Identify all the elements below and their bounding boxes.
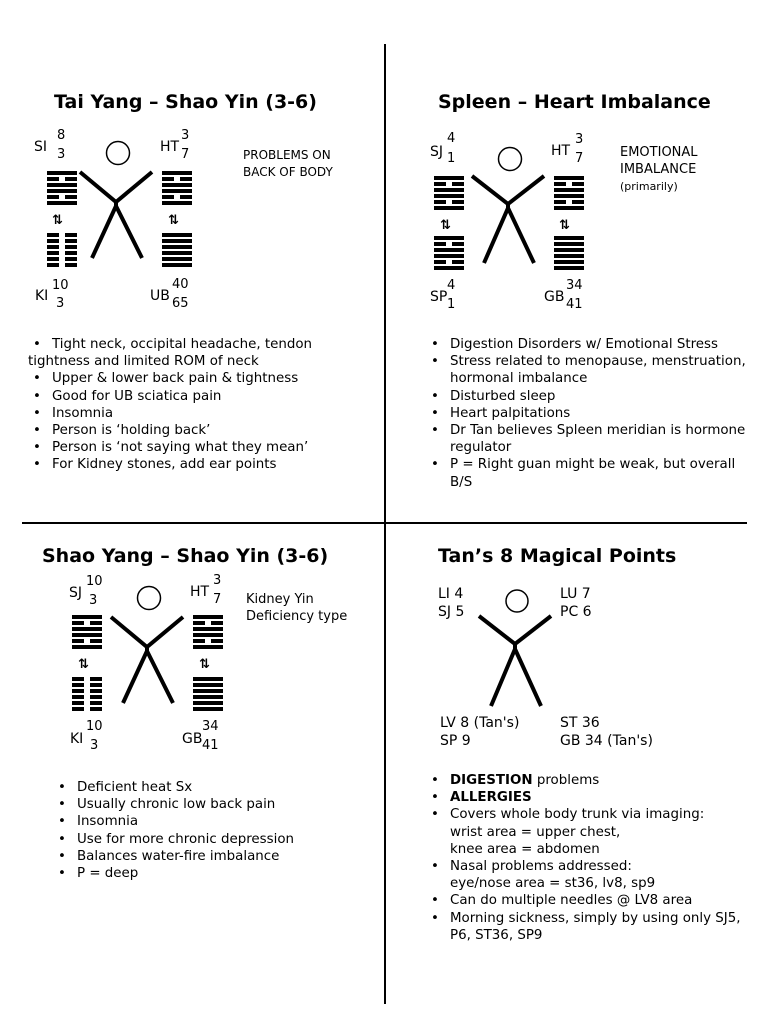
list-item: • Insomnia — [53, 813, 363, 830]
list-item: • Upper & lower back pain & tightness — [28, 370, 368, 387]
q3-tl-sup: 10 — [86, 574, 103, 589]
list-item: • Digestion Disorders w/ Emotional Stress — [426, 336, 746, 353]
q1-arrow-right-icon: ⇅ — [168, 213, 177, 228]
q3-trigram-tl — [72, 615, 102, 655]
list-item: • Insomnia — [28, 405, 368, 422]
q2-arrow-right-icon: ⇅ — [559, 218, 568, 233]
list-item: • DIGESTION problems — [426, 772, 746, 789]
q2-tr-sub: 7 — [575, 151, 584, 166]
list-item: • Heart palpitations — [426, 405, 746, 422]
q3-arrow-right-icon: ⇅ — [199, 657, 208, 672]
q2-tl-sub: 1 — [447, 151, 456, 166]
q3-tr-name: HT — [190, 584, 210, 600]
list-item: • Disturbed sleep — [426, 388, 746, 405]
q1-bl-name: KI — [35, 288, 49, 304]
q1-br-sup: 40 — [172, 277, 189, 292]
q2-trigram-br — [554, 236, 584, 276]
q3-note: Kidney Yin Deficiency type — [246, 592, 348, 624]
q1-bl-sub: 3 — [56, 296, 65, 311]
list-item: • ALLERGIES — [426, 789, 746, 806]
q1-tl-name: SI — [34, 139, 48, 155]
q2-tr-name: HT — [551, 143, 571, 159]
q2-tl-sup: 4 — [447, 131, 456, 146]
q3-br-sup: 34 — [202, 719, 219, 734]
list-item: • Person is ‘not saying what they mean’ — [28, 439, 368, 456]
list-item: • Usually chronic low back pain — [53, 796, 363, 813]
q2-tr-sup: 3 — [575, 132, 584, 147]
q3-bl-sub: 3 — [90, 738, 99, 753]
q3-trigram-bl — [72, 677, 102, 717]
q1-bullet-list — [28, 336, 368, 474]
q2-trigram-bl — [434, 236, 464, 276]
q2-br-sup: 34 — [566, 278, 583, 293]
q4-stick-figure — [477, 589, 557, 739]
q1-tl-sub: 3 — [57, 147, 66, 162]
q2-note: EMOTIONAL IMBALANCE (primarily) — [620, 145, 698, 193]
q3-bl-sup: 10 — [86, 719, 103, 734]
q2-stick-figure — [470, 146, 550, 296]
q2-arrow-left-icon: ⇅ — [440, 218, 449, 233]
q4-top-right-points: LU 7 PC 6 — [560, 586, 592, 620]
list-item: • P = Right guan might be weak, but overall B/S — [426, 456, 746, 490]
q1-arrow-left-icon: ⇅ — [52, 213, 61, 228]
q1-title: Tai Yang – Shao Yin (3-6) — [54, 91, 317, 113]
list-item: • For Kidney stones, add ear points — [28, 456, 368, 473]
q1-trigram-br — [162, 233, 192, 273]
q3-br-name: GB — [182, 731, 203, 747]
vertical-divider — [384, 44, 386, 1004]
q1-tr-sup: 3 — [181, 128, 190, 143]
q3-stick-figure — [109, 585, 189, 735]
q1-br-sub: 65 — [172, 296, 189, 311]
list-item: • Balances water-fire imbalance — [53, 848, 363, 865]
q1-stick-figure — [78, 140, 158, 290]
q1-trigram-tr — [162, 171, 192, 211]
q1-br-name: UB — [150, 288, 170, 304]
q2-bullet-list — [426, 336, 746, 491]
list-item: • P = deep — [53, 865, 363, 882]
q2-bl-sub: 1 — [447, 297, 456, 312]
q3-bullet-list — [53, 779, 363, 882]
list-item: • Use for more chronic depression — [53, 831, 363, 848]
q4-title: Tan’s 8 Magical Points — [438, 545, 677, 567]
list-item: • Morning sickness, simply by using only SJ5, P6, ST36, SP9 — [426, 910, 746, 944]
list-item: • Can do multiple needles @ LV8 area — [426, 892, 746, 909]
q3-br-sub: 41 — [202, 738, 219, 753]
q3-trigram-br — [193, 677, 223, 717]
q2-br-name: GB — [544, 289, 565, 305]
q1-tl-sup: 8 — [57, 128, 66, 143]
q4-bullet-list — [426, 772, 746, 944]
q2-br-sub: 41 — [566, 297, 583, 312]
q3-arrow-left-icon: ⇅ — [78, 657, 87, 672]
q4-top-left-points: LI 4 SJ 5 — [438, 586, 465, 620]
q3-tl-sub: 3 — [89, 593, 98, 608]
q2-title: Spleen – Heart Imbalance — [438, 91, 711, 113]
list-item: • Stress related to menopause, menstruation, hormonal imbalance — [426, 353, 746, 387]
q2-trigram-tr — [554, 176, 584, 216]
list-item: • Dr Tan believes Spleen meridian is hormone regulator — [426, 422, 746, 456]
horizontal-divider — [22, 522, 747, 524]
list-item: • Person is ‘holding back’ — [28, 422, 368, 439]
q3-tr-sup: 3 — [213, 573, 222, 588]
q1-tr-name: HT — [160, 139, 180, 155]
list-item: • Nasal problems addressed: eye/nose area = st36, lv8, sp9 — [426, 858, 746, 892]
list-item: • Good for UB sciatica pain — [28, 388, 368, 405]
q3-tl-name: SJ — [69, 585, 83, 601]
q3-title: Shao Yang – Shao Yin (3-6) — [42, 545, 329, 567]
list-item: • Tight neck, occipital headache, tendon tightness and limited ROM of neck — [28, 336, 368, 370]
q1-trigram-tl — [47, 171, 77, 211]
q1-trigram-bl — [47, 233, 77, 273]
q2-bl-sup: 4 — [447, 278, 456, 293]
list-item: • Deficient heat Sx — [53, 779, 363, 796]
q3-trigram-tr — [193, 615, 223, 655]
q4-bottom-left-points: LV 8 (Tan's) SP 9 — [440, 715, 520, 749]
q3-tr-sub: 7 — [213, 592, 222, 607]
q1-note: PROBLEMS ON BACK OF BODY — [243, 148, 333, 179]
q1-tr-sub: 7 — [181, 147, 190, 162]
q2-bl-name: SP — [430, 289, 448, 305]
q2-trigram-tl — [434, 176, 464, 216]
q3-bl-name: KI — [70, 731, 84, 747]
q4-bottom-right-points: ST 36 GB 34 (Tan's) — [560, 715, 653, 749]
list-item: • Covers whole body trunk via imaging: wrist area = upper chest, knee area = abdomen — [426, 806, 746, 858]
q2-tl-name: SJ — [430, 144, 444, 160]
q1-bl-sup: 10 — [52, 278, 69, 293]
